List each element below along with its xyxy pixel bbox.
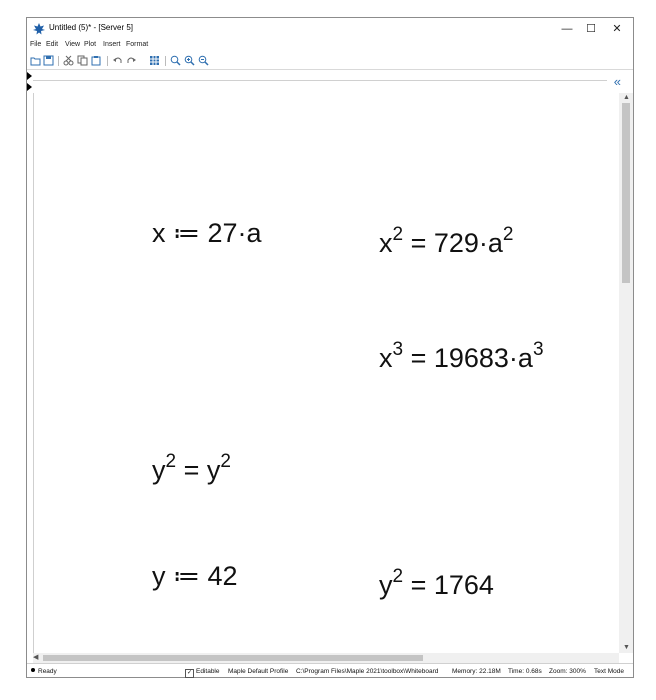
zoom-in-icon[interactable] xyxy=(184,55,195,66)
undo-icon[interactable] xyxy=(112,55,123,66)
whiteboard-canvas[interactable] xyxy=(33,93,620,653)
status-memory: Memory: 22.18M xyxy=(452,668,501,675)
cut-icon[interactable] xyxy=(63,55,74,66)
horizontal-scrollbar[interactable] xyxy=(33,653,619,663)
open-icon[interactable] xyxy=(30,55,41,66)
title-bar xyxy=(27,18,633,40)
zoom-fit-icon[interactable] xyxy=(170,55,181,66)
math-x-cubed[interactable]: $x^3 = 19683\cdot a^3$ xyxy=(379,339,544,373)
app-window xyxy=(26,17,634,678)
paste-icon[interactable] xyxy=(91,55,102,66)
checkbox-checked-icon[interactable]: ✓ xyxy=(186,670,193,676)
maximize-button[interactable]: ☐ xyxy=(586,23,596,35)
section-marker-icon xyxy=(27,72,32,80)
status-ready: Ready xyxy=(31,668,57,675)
scroll-down-icon[interactable]: ▼ xyxy=(623,644,630,651)
status-zoom: Zoom: 300% xyxy=(549,668,586,675)
toolbar-separator xyxy=(58,56,59,66)
menu-edit[interactable]: Edit xyxy=(46,41,59,48)
math-y-squared-value[interactable]: $y^2 = 1764$ xyxy=(379,566,494,600)
collapse-palettes-icon[interactable]: « xyxy=(613,74,621,89)
maple-leaf-icon xyxy=(32,22,46,36)
redo-icon[interactable] xyxy=(126,55,137,66)
status-time: Time: 0.68s xyxy=(508,668,542,675)
editable-toggle[interactable]: ✓ Editable xyxy=(186,668,220,676)
math-assign-x[interactable]: x ≔ 27·a xyxy=(152,218,262,248)
menu-bar xyxy=(27,40,633,53)
section-marker-icon xyxy=(27,83,32,91)
menu-file[interactable]: File xyxy=(30,41,42,48)
save-icon[interactable] xyxy=(43,55,54,66)
scroll-left-icon[interactable]: ◀ xyxy=(33,654,39,661)
toolbar-separator xyxy=(107,56,108,66)
status-bar xyxy=(27,663,633,679)
ready-indicator-icon xyxy=(31,668,35,672)
scroll-up-icon[interactable]: ▲ xyxy=(623,94,630,101)
menu-insert[interactable]: Insert xyxy=(103,41,121,48)
status-mode: Text Mode xyxy=(594,668,624,675)
minimize-button[interactable]: — xyxy=(561,23,573,35)
table-icon[interactable] xyxy=(149,55,160,66)
toolbar xyxy=(27,53,633,69)
horizontal-scroll-thumb[interactable] xyxy=(43,655,423,661)
vertical-scroll-thumb[interactable] xyxy=(622,103,630,283)
menu-plot[interactable]: Plot xyxy=(84,41,97,48)
status-path: C:\Program Files\Maple 2021\toolbox\Whiteboard xyxy=(296,668,439,675)
menu-format[interactable]: Format xyxy=(126,41,149,48)
toolbar-separator xyxy=(165,56,166,66)
vertical-scrollbar[interactable] xyxy=(619,93,633,653)
window-title: Untitled (5)* - [Server 5] xyxy=(49,23,134,32)
math-assign-y[interactable]: y ≔ 42 xyxy=(152,561,238,591)
status-profile: Maple Default Profile xyxy=(228,668,289,675)
copy-icon[interactable] xyxy=(77,55,88,66)
math-x-squared[interactable]: $x^2 = 729\cdot a^2$ xyxy=(379,224,514,258)
menu-view[interactable]: View xyxy=(65,41,81,48)
zoom-out-icon[interactable] xyxy=(198,55,209,66)
close-button[interactable]: ✕ xyxy=(612,23,622,35)
math-y-squared-identity[interactable]: $y^2 = y^2$ xyxy=(152,451,231,485)
ruler-bar xyxy=(27,69,633,94)
ruler-line xyxy=(33,80,607,81)
